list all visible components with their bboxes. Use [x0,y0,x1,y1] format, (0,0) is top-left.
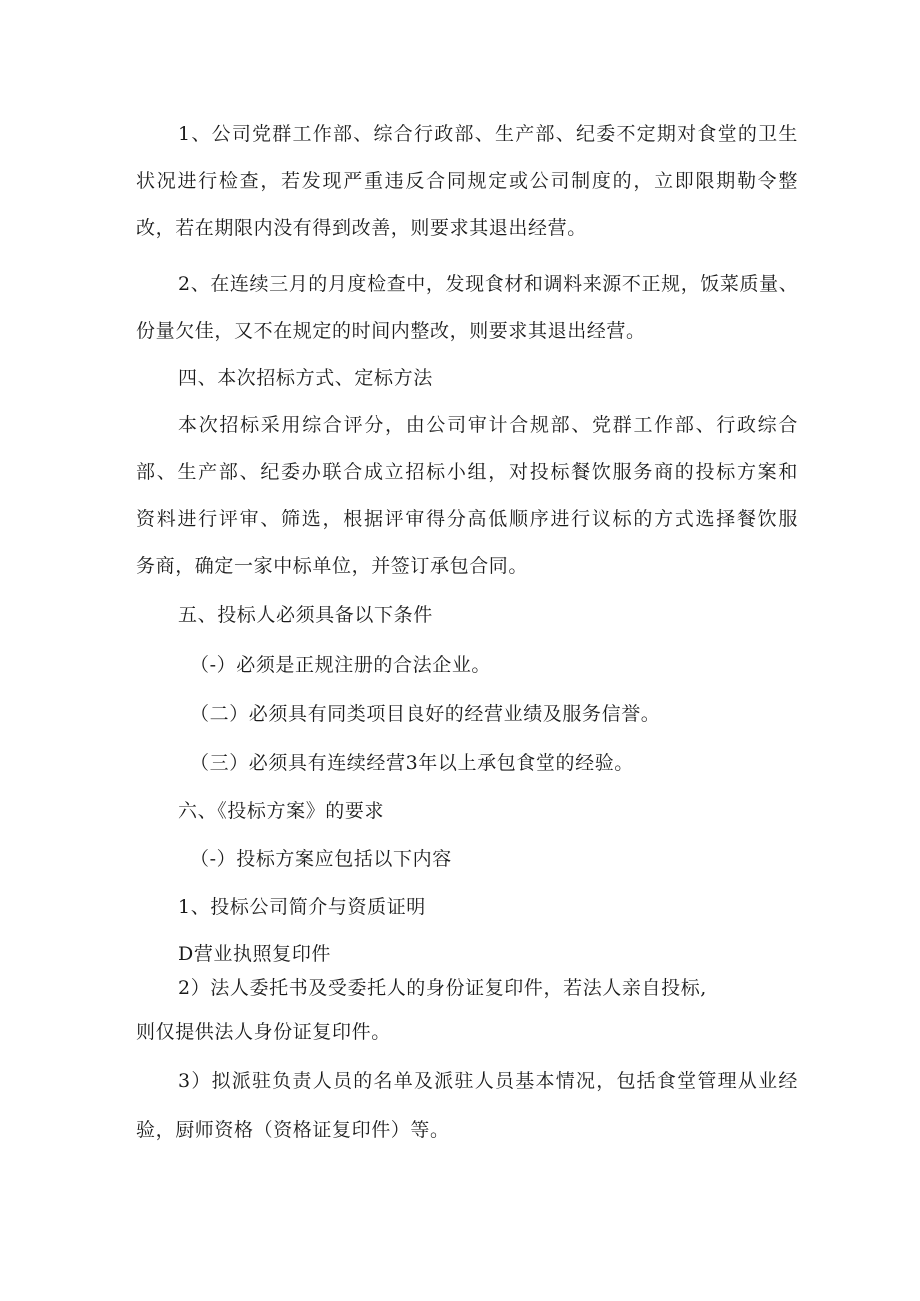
paragraph-line: 验，厨师资格（资格证复印件）等。 [136,1119,450,1141]
paragraph-line: 份量欠佳，又不在规定的时间内整改，则要求其退出经营。 [136,320,646,342]
paragraph-line: 部、生产部、纪委办联合成立招标小组，对投标餐饮服务商的投标方案和 [136,461,798,483]
paragraph-line: 1、公司党群工作部、综合行政部、生产部、纪委不定期对食堂的卫生 [178,123,798,145]
paragraph-line: 状况进行检查，若发现严重违反合同规定或公司制度的，立即限期勒令整 [136,170,798,192]
paragraph-line: 2、在连续三月的月度检查中，发现食材和调料来源不正规，饭菜质量、 [178,273,799,295]
list-item: 3）拟派驻负责人员的名单及派驻人员基本情况，包括食堂管理从业经 [178,1070,798,1092]
paragraph-line: 务商，确定一家中标单位，并签订承包合同。 [136,555,529,577]
paragraph-line: 本次招标采用综合评分，由公司审计合规部、党群工作部、行政综合 [178,414,798,436]
paragraph-line: 则仅提供法人身份证复印件。 [136,1021,391,1043]
list-item: D营业执照复印件 [178,943,332,965]
subsection-heading: 1、投标公司简介与资质证明 [178,896,426,918]
section-heading: 六、《投标方案》的要求 [178,800,385,822]
section-heading: 四、本次招标方式、定标方法 [178,367,433,389]
section-heading: 五、投标人必须具备以下条件 [178,604,433,626]
list-item: （-）必须是正规注册的合法企业。 [190,654,492,676]
paragraph-line: 资料进行评审、筛选，根据评审得分高低顺序进行议标的方式选择餐饮服 [136,508,798,530]
paragraph-line: 改，若在期限内没有得到改善，则要求其退出经营。 [136,217,587,239]
subsection-heading: （-）投标方案应包括以下内容 [190,848,452,870]
list-item: （三）必须具有连续经营3年以上承包食堂的经验。 [190,752,634,774]
list-item: （二）必须具有同类项目良好的经营业绩及服务信誉。 [190,703,661,725]
list-item: 2）法人委托书及受委托人的身份证复印件，若法人亲自投标, [178,977,707,999]
